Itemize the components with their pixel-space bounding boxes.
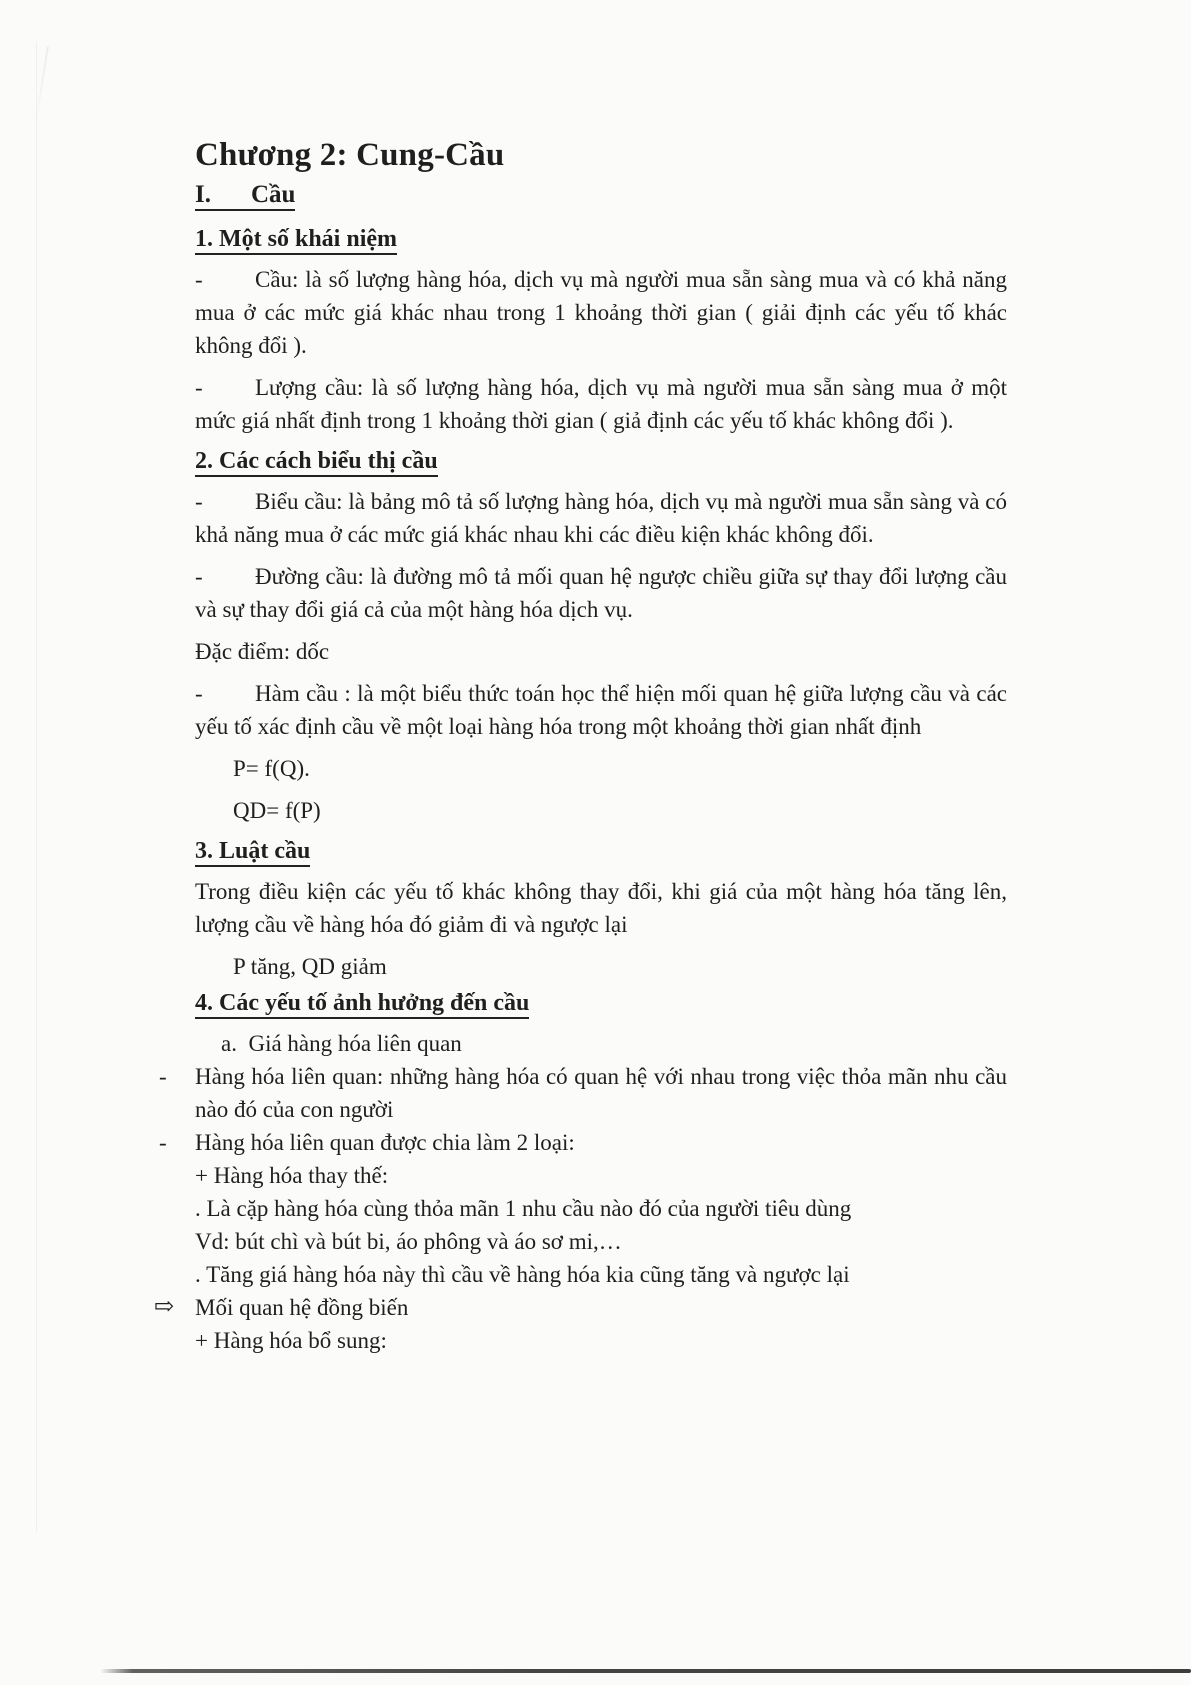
list-item-chia-loai-text: Hàng hóa liên quan được chia làm 2 loại: [195,1130,575,1155]
list-item-tang-gia: . Tăng giá hàng hóa này thì cầu về hàng hóa kia cũng tăng và ngược lại [195,1262,850,1287]
list-item-thay-the: + Hàng hóa thay thế: [195,1163,389,1188]
heading-khai-niem: 1. Một số khái niệm [195,224,1007,254]
list-item-vd: Vd: bút chì và bút bi, áo phông và áo sơ mi,… [195,1229,622,1254]
para-bieu-cau-text: Biểu cầu: là bảng mô tả số lượng hàng hóa, dịch vụ mà người mua sẵn sàng và có khả năng mua ở các mức giá khác nhau khi các điều kiện khác không đổi. [195,489,1007,547]
para-luat-cau: Trong điều kiện các yếu tố khác không thay đổi, khi giá của một hàng hóa tăng lên, lượng cầu về hàng hóa đó giảm đi và ngược lại [195,879,1007,937]
list-item-dong-bien-text: Mối quan hệ đồng biến [195,1295,409,1320]
para-p-tang: P tăng, QD giảm [233,954,387,979]
chapter-title: Chương 2: Cung-Cầu [195,137,505,173]
dash-marker: - [195,489,203,514]
dash-marker: - [195,681,203,706]
heading-bieu-thi: 2. Các cách biểu thị cầu [195,446,1007,476]
heading-yeu-to: 4. Các yếu tố ảnh hưởng đến cầu [195,988,1007,1018]
page-bottom-rule [100,1669,1191,1673]
section-heading [195,180,1007,210]
paper-edge-shadow [36,42,37,1532]
list-item-dong-bien [154,1291,1007,1324]
para-ham-cau-text: Hàm cầu : là một biểu thức toán học thể hiện mối quan hệ giữa lượng cầu và các yếu tố xác định cầu về một loại hàng hóa trong một khoảng thời gian nhất định [195,681,1007,739]
dash-marker: - [159,1130,167,1155]
document-content [154,134,1007,1357]
para-duong-cau [195,560,1007,626]
para-bieu-cau [195,485,1007,551]
list-item-a: a. Giá hàng hóa liên quan [221,1031,462,1056]
para-ham-cau [195,677,1007,743]
formula-p-fq: P= f(Q). [233,756,310,781]
list-item-bo-sung: + Hàng hóa bổ sung: [195,1328,387,1353]
section-numeral: I. [195,181,211,208]
para-cau-text: Cầu: là số lượng hàng hóa, dịch vụ mà người mua sẵn sàng mua và có khả năng mua ở các mức giá khác nhau trong 1 khoảng thời gian ( giải định các yếu tố khác không đổi ). [195,267,1007,358]
heading-luat-cau: 3. Luật cầu [195,836,1007,866]
list-item-chia-loai [159,1126,1007,1159]
para-luong-cau-text: Lượng cầu: là số lượng hàng hóa, dịch vụ mà người mua sẵn sàng mua ở một mức giá nhất định trong 1 khoảng thời gian ( giả định các yếu tố khác không đổi ). [195,375,1007,433]
para-duong-cau-text: Đường cầu: là đường mô tả mối quan hệ ngược chiều giữa sự thay đổi lượng cầu và sự thay đổi giá cả của một hàng hóa dịch vụ. [195,564,1007,622]
para-dac-diem: Đặc điểm: dốc [195,639,330,664]
dash-marker: - [159,1064,167,1089]
list-item-la-cap: . Là cặp hàng hóa cùng thỏa mãn 1 nhu cầu nào đó của người tiêu dùng [195,1196,852,1221]
list-item-lien-quan [159,1060,1007,1126]
dash-marker: - [195,375,203,400]
section-label: Cầu [250,181,296,208]
list-item-lien-quan-text: Hàng hóa liên quan: những hàng hóa có quan hệ với nhau trong việc thỏa mãn nhu cầu nào đó của con người [195,1064,1007,1122]
para-luong-cau [195,371,1007,437]
dash-marker: - [195,267,203,292]
formula-qd-fp: QD= f(P) [233,798,321,823]
dash-marker: - [195,564,203,589]
right-arrow-icon: ⇨ [154,1294,175,1320]
para-cau [195,263,1007,362]
